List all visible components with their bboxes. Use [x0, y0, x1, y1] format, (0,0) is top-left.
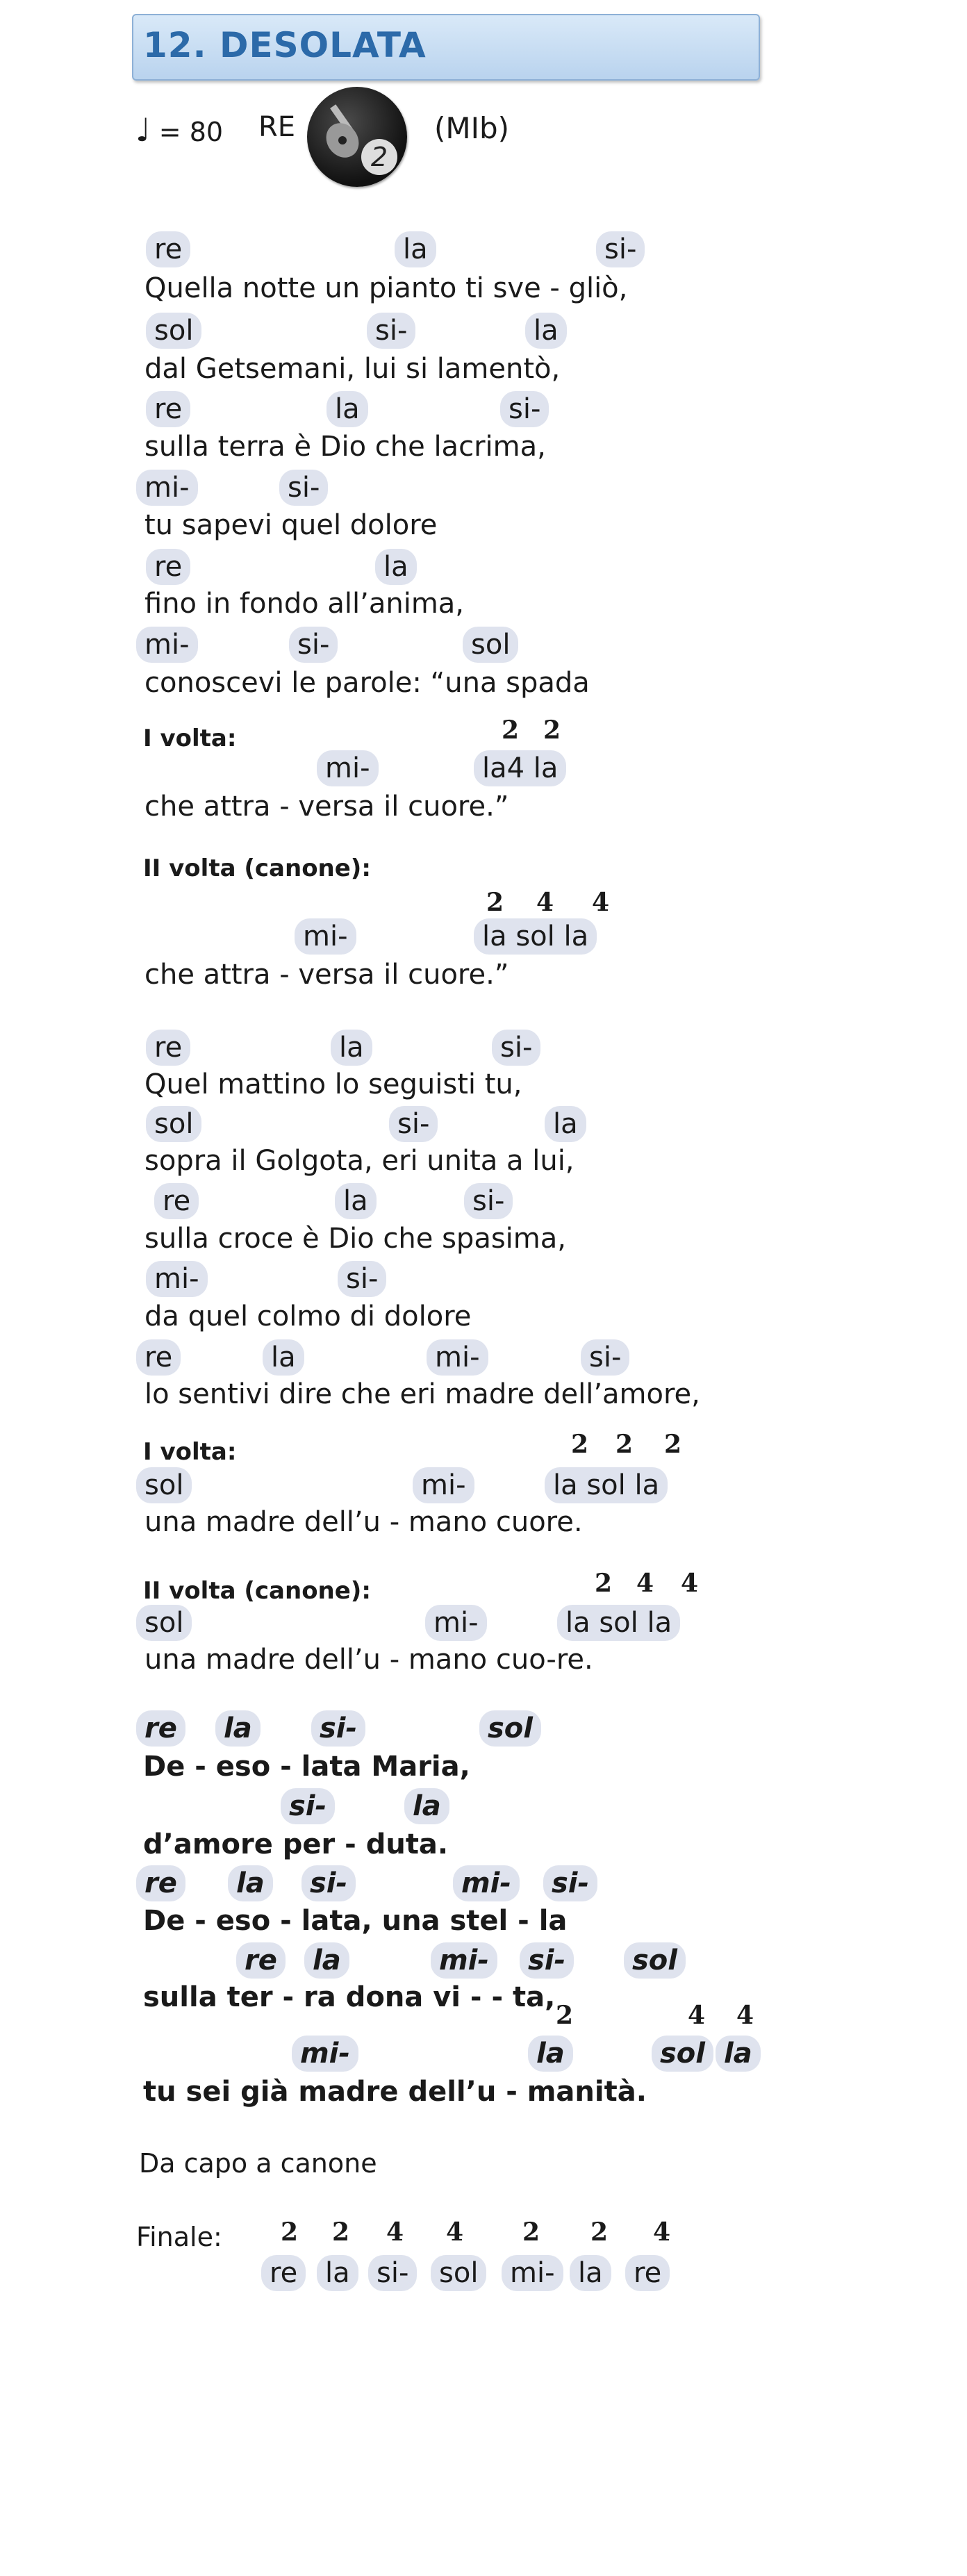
chord: mi- — [146, 1261, 208, 1297]
finger-number: 2 — [664, 1430, 682, 1459]
quarter-note-icon: ♩ — [135, 111, 151, 149]
finger-number: 2 — [281, 2218, 299, 2247]
chord: la — [331, 1030, 372, 1066]
chord: re — [136, 1865, 185, 1901]
finger-number: 4 — [386, 2218, 404, 2247]
chord: sol — [479, 1710, 541, 1747]
chord: la sol la — [474, 918, 597, 955]
lyric-line: una madre dell’u - mano cuo-re. — [144, 1644, 593, 1676]
chord: mi- — [136, 627, 198, 663]
finger-number: 4 — [446, 2218, 464, 2247]
chord: mi- — [317, 750, 379, 786]
lyric-line: sulla croce è Dio che spasima, — [144, 1223, 566, 1255]
chord: mi- — [136, 470, 198, 506]
chord: la — [317, 2255, 358, 2291]
chord: si- — [543, 1865, 597, 1901]
lyric-line: lo sentivi dire che eri madre dell’amore, — [144, 1378, 700, 1410]
chord: la — [404, 1788, 449, 1824]
chord: la — [335, 1183, 377, 1219]
chord: mi- — [413, 1467, 474, 1503]
finger-number: 2 — [486, 888, 504, 917]
finger-number: 2 — [556, 2001, 574, 2030]
disc-number: 2 — [361, 139, 397, 175]
tempo-marking — [135, 111, 223, 149]
finger-number: 2 — [502, 716, 520, 745]
chord: sol — [652, 2036, 713, 2072]
chord: mi- — [292, 2036, 358, 2072]
finger-number: 2 — [543, 716, 561, 745]
chord: sol — [431, 2255, 486, 2291]
chorus-line: De - eso - lata Maria, — [143, 1751, 470, 1783]
chord: si- — [500, 391, 549, 427]
lyric-line: conoscevi le parole: “una spada — [144, 667, 590, 699]
chorus-line: tu sei già madre dell’u - manità. — [143, 2076, 647, 2108]
chord: sol — [146, 1106, 201, 1142]
chord: mi- — [295, 918, 356, 955]
chord: re — [154, 1183, 199, 1219]
chord: la — [545, 1106, 586, 1142]
alternate-key: (MIb) — [434, 111, 510, 145]
chord: si- — [492, 1030, 540, 1066]
chord: la — [327, 391, 368, 427]
lyric-line: sulla terra è Dio che lacrima, — [144, 431, 546, 463]
chord: la — [528, 2036, 573, 2072]
finger-number: 4 — [636, 1569, 654, 1598]
song-title: 12. DESOLATA — [143, 25, 427, 65]
chord: re — [146, 1030, 190, 1066]
first-time-label: I volta: — [143, 1438, 237, 1466]
chord: re — [236, 1942, 286, 1979]
chord: re — [136, 1710, 185, 1747]
chord: la sol la — [557, 1605, 680, 1641]
first-time-label: I volta: — [143, 725, 237, 752]
finger-number: 2 — [590, 2218, 609, 2247]
chord: si- — [389, 1106, 438, 1142]
chord: si- — [279, 470, 328, 506]
chord: si- — [581, 1339, 629, 1376]
chord: si- — [281, 1788, 335, 1824]
chord: la — [375, 549, 417, 585]
chord: si- — [596, 231, 645, 267]
da-capo-instruction: Da capo a canone — [139, 2148, 377, 2179]
chord: mi- — [427, 1339, 488, 1376]
lyric-line: che attra - versa il cuore.” — [144, 791, 509, 823]
chord: si- — [367, 313, 415, 349]
chord: la4 la — [474, 750, 566, 786]
finger-number: 4 — [736, 2001, 754, 2030]
finger-number: 2 — [571, 1430, 589, 1459]
finger-number: 4 — [688, 2001, 706, 2030]
chord: si- — [311, 1710, 365, 1747]
finger-number: 2 — [595, 1569, 613, 1598]
lyric-line: che attra - versa il cuore.” — [144, 959, 509, 991]
finger-number: 2 — [522, 2218, 540, 2247]
lyric-line: Quella notte un pianto ti sve - gliò, — [144, 272, 628, 304]
finger-number: 4 — [536, 888, 554, 917]
finger-number: 4 — [592, 888, 610, 917]
chord: la — [525, 313, 567, 349]
lyric-line: Quel mattino lo seguisti tu, — [144, 1068, 522, 1100]
chord: sol — [136, 1605, 192, 1641]
finale-label: Finale: — [136, 2222, 222, 2252]
lyric-line: fino in fondo all’anima, — [144, 588, 465, 620]
lyric-line: da quel colmo di dolore — [144, 1301, 472, 1332]
chord: re — [146, 231, 190, 267]
finger-number: 2 — [615, 1430, 634, 1459]
finger-number: 2 — [332, 2218, 350, 2247]
chord: la sol la — [545, 1467, 668, 1503]
chord: la — [570, 2255, 611, 2291]
chord: sol — [146, 313, 201, 349]
chord: mi- — [502, 2255, 563, 2291]
chorus-line: d’amore per - duta. — [143, 1828, 449, 1860]
chord: si- — [520, 1942, 574, 1979]
finger-number: 4 — [653, 2218, 671, 2247]
chord: la — [395, 231, 436, 267]
chord: si- — [338, 1261, 386, 1297]
chord: si- — [289, 627, 338, 663]
chord: si- — [301, 1865, 356, 1901]
chord: mi- — [431, 1942, 497, 1979]
finger-number: 4 — [681, 1569, 699, 1598]
chord: re — [146, 391, 190, 427]
chord: sol — [624, 1942, 686, 1979]
chord: sol — [136, 1467, 192, 1503]
second-time-label: II volta (canone): — [143, 854, 371, 882]
chord: la — [263, 1339, 304, 1376]
tempo-value: = 80 — [158, 117, 224, 147]
chord: la — [716, 2036, 761, 2072]
chord: si- — [368, 2255, 417, 2291]
chord: re — [136, 1339, 181, 1376]
chord: re — [146, 549, 190, 585]
chord: si- — [464, 1183, 513, 1219]
title-bar — [132, 14, 760, 81]
second-time-label: II volta (canone): — [143, 1577, 371, 1605]
chord: mi- — [453, 1865, 520, 1901]
chord: re — [261, 2255, 306, 2291]
key-label: RE — [258, 111, 296, 143]
chorus-line: De - eso - lata, una stel - la — [143, 1905, 568, 1937]
chorus-line: sulla ter - ra dona vi - - ta, — [143, 1981, 556, 2013]
chord: re — [625, 2255, 670, 2291]
chord: mi- — [425, 1605, 487, 1641]
chord: sol — [463, 627, 518, 663]
lyric-line: tu sapevi quel dolore — [144, 509, 438, 541]
lyric-line: una madre dell’u - mano cuore. — [144, 1506, 583, 1538]
chord: la — [304, 1942, 349, 1979]
lyric-line: sopra il Golgota, eri unita a lui, — [144, 1145, 575, 1177]
lyric-line: dal Getsemani, lui si lamentò, — [144, 353, 561, 385]
chord: la — [215, 1710, 261, 1747]
chord: la — [228, 1865, 273, 1901]
